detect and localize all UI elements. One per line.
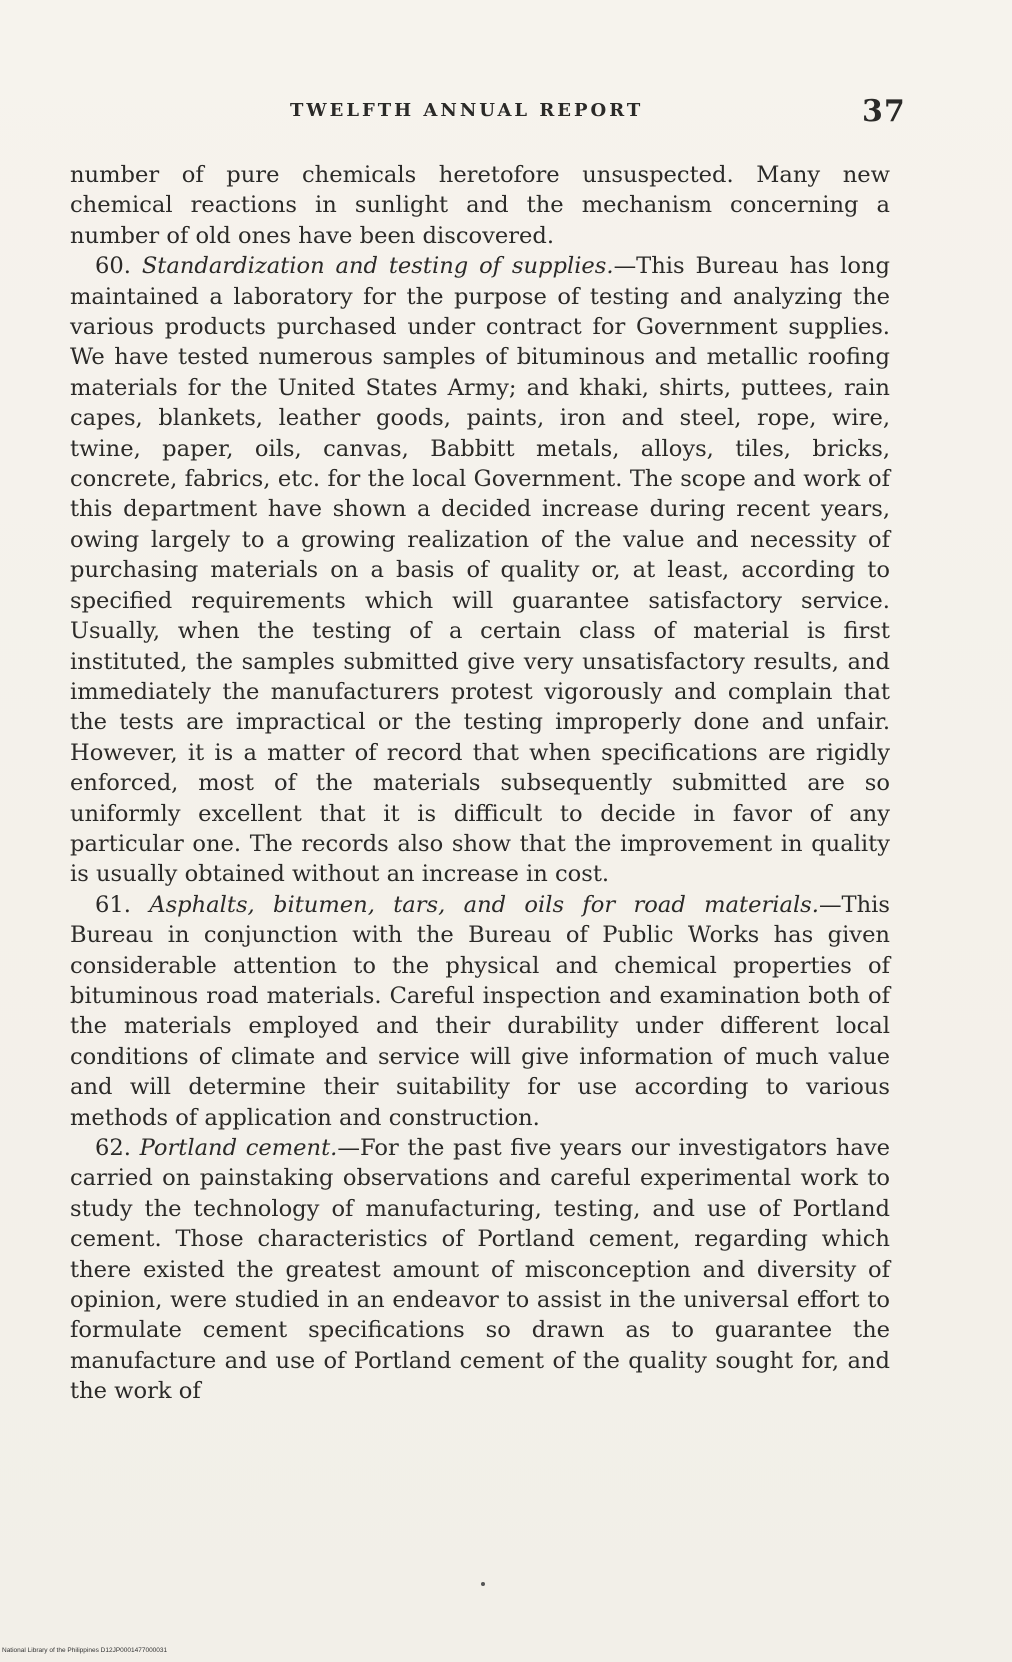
page-header [0,92,1012,132]
section-number: 60. [95,253,131,280]
section-61 [70,890,890,1133]
section-title: Asphalts, bitumen, tars, and oils for road materials. [149,891,819,918]
scan-dot-mark [481,1582,485,1586]
running-head: TWELFTH ANNUAL REPORT [290,100,644,121]
section-text: —This Bureau has long maintained a laboratory for the purpose of testing and analyzing the various products purchased under contract for Government supplies. We have tested numerous samples of bituminous and metallic roofing materials for the United States Army; and khaki, shirts, puttees, rain capes, blankets, leather goods, paints, iron and steel, rope, wire, twine, paper, oils, canvas, Babbitt metals, alloys, tiles, bricks, concrete, fabrics, etc. for the local Government. The scope and work of this department have shown a decided increase during recent years, owing largely to a growing realization of the value and necessity of purchasing materials on a basis of quality or, at least, according to specified requirements which will guarantee satisfactory service. Usually, when the testing of a certain class of material is first instituted, the samples submitted give very unsatisfactory results, and immediately the manufacturers protest vigorously and complain that the tests are impractical or the testing improperly done and unfair. However, it is a matter of record that when specifications are rigidly enforced, most of the materials subsequently submitted are so uniformly excellent that it is difficult to decide in favor of any particular one. The records also show that the improvement in quality is usually obtained without an increase in cost. [70,253,890,888]
page-number: 37 [862,94,906,129]
section-title: Portland cement. [139,1135,338,1161]
body-text [70,160,890,1407]
section-60 [70,251,890,890]
section-number: 61. [95,891,131,918]
section-62 [70,1133,890,1407]
section-title: Standardization and testing of supplies. [141,253,614,280]
paragraph-continuation: number of pure chemicals heretofore unsuspected. Many new chemical reactions in sunlight and the mechanism concerning a number of old ones have been discovered. [70,162,890,249]
section-text: —For the past five years our investigators have carried on painstaking observations and careful experimental work to study the technology of manufacturing, testing, and use of Portland cement. Those characteristics of Portland cement, regarding which there existed the greatest amount of misconception and diversity of opinion, were studied in an endeavor to assist in the universal effort to formulate cement specifications so drawn as to guarantee the manufacture and use of Portland cement of the quality sought for, and the work of [70,1135,890,1405]
section-number: 62. [95,1135,131,1161]
scan-credit: National Library of the Philippines D12JP0001477000031 [2,1647,168,1654]
section-text: —This Bureau in conjunction with the Bureau of Public Works has given considerable attention to the physical and chemical properties of bituminous road materials. Careful inspection and examination both of the materials employed and their durability under different local conditions of climate and service will give information of much value and will determine their suitability for use according to various methods of application and construction. [70,891,890,1131]
